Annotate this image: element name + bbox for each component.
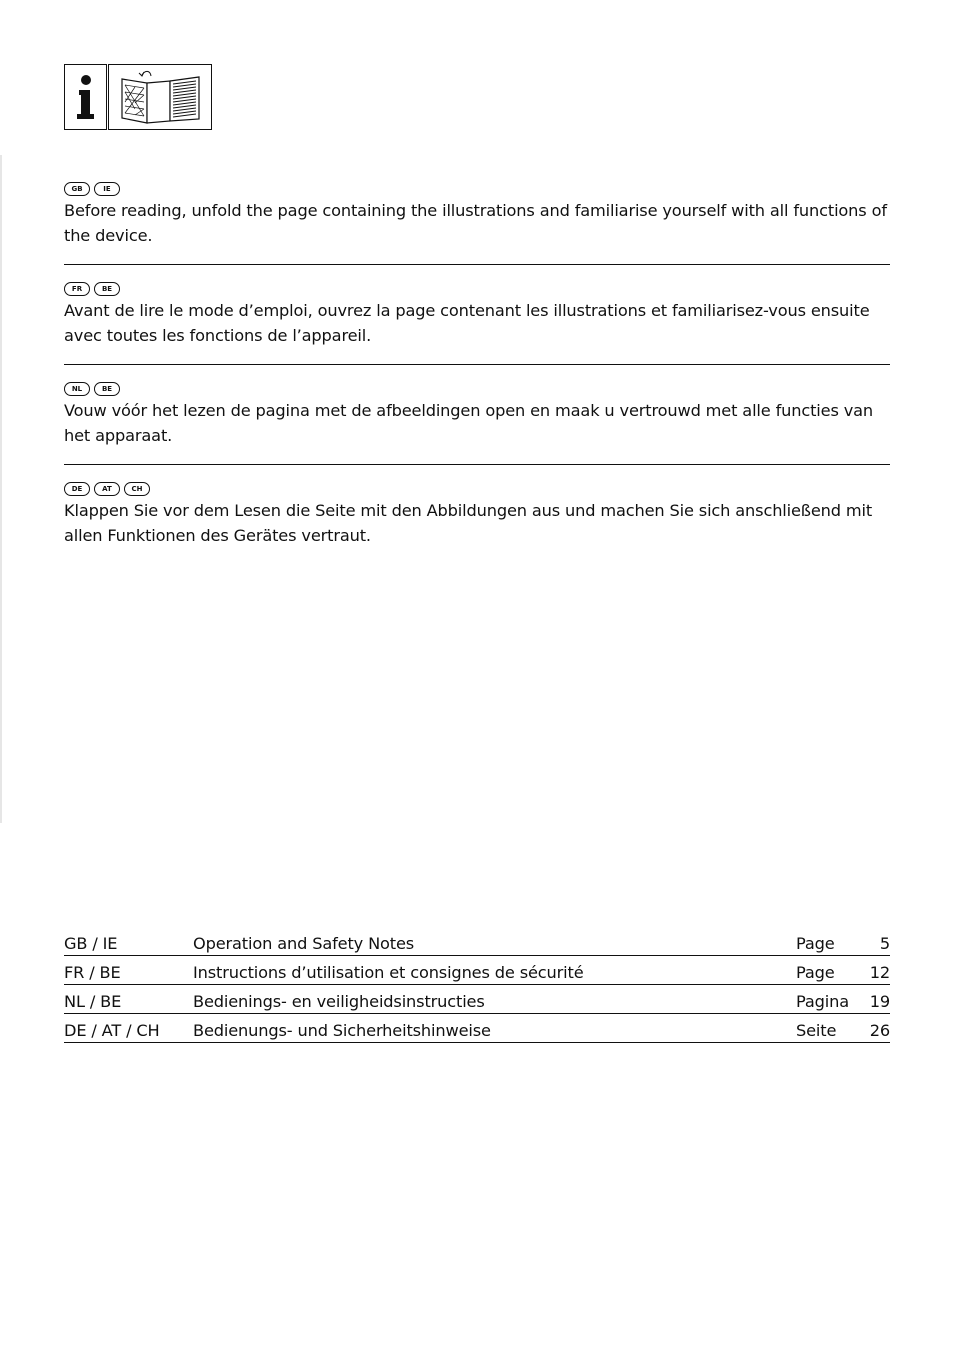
section-divider [64, 364, 890, 365]
language-badge: BE [94, 382, 120, 396]
toc-page-number: 5 [879, 934, 890, 953]
toc-page-number: 12 [869, 963, 890, 982]
toc-row[interactable] [64, 1014, 890, 1043]
language-badge: CH [124, 482, 150, 496]
unfold-page-icon [108, 64, 212, 130]
toc-language-code: NL / BE [64, 992, 122, 1011]
toc-row[interactable] [64, 927, 890, 956]
language-badge: DE [64, 482, 90, 496]
lang-section-nl-be [64, 380, 890, 448]
toc-title: Bedienings- en veiligheidsinstructies [193, 992, 485, 1011]
toc-page-label: Page [796, 963, 835, 982]
toc-row[interactable] [64, 956, 890, 985]
section-divider [64, 464, 890, 465]
toc-page-label: Seite [796, 1021, 837, 1040]
toc-page-number: 19 [869, 992, 890, 1011]
instruction-text: Avant de lire le mode d’emploi, ouvrez la page contenant les illustrations et familiarisez-vous ensuite avec toutes les fonctions de l’appareil. [64, 301, 870, 345]
toc-title: Operation and Safety Notes [193, 934, 415, 953]
toc-title: Bedienungs- und Sicherheitshinweise [193, 1021, 491, 1040]
lang-section-de-at-ch [64, 480, 890, 548]
toc-page-label: Pagina [796, 992, 850, 1011]
language-badge: IE [94, 182, 120, 196]
language-badge: GB [64, 182, 90, 196]
language-badges [64, 180, 890, 198]
lang-section-fr-be [64, 280, 890, 348]
info-icon [64, 64, 107, 130]
table-of-contents [64, 927, 890, 1043]
toc-page-label: Page [796, 934, 835, 953]
toc-language-code: DE / AT / CH [64, 1021, 160, 1040]
language-badge: BE [94, 282, 120, 296]
section-divider [64, 264, 890, 265]
language-badges [64, 380, 890, 398]
language-badges [64, 480, 890, 498]
lang-section-gb-ie [64, 180, 890, 248]
instruction-text: Before reading, unfold the page containing the illustrations and familiarise yourself with all functions of the device. [64, 201, 887, 245]
language-badge: FR [64, 282, 90, 296]
toc-title: Instructions d’utilisation et consignes de sécurité [193, 963, 584, 982]
instruction-text: Klappen Sie vor dem Lesen die Seite mit den Abbildungen aus und machen Sie sich anschließend mit allen Funktionen des Gerätes vertraut. [64, 501, 873, 545]
language-badges [64, 280, 890, 298]
instruction-text: Vouw vóór het lezen de pagina met de afbeeldingen open en maak u vertrouwd met alle functies van het apparaat. [64, 401, 874, 445]
language-badge: AT [94, 482, 120, 496]
toc-row[interactable] [64, 985, 890, 1014]
page-edge [0, 155, 2, 823]
language-badge: NL [64, 382, 90, 396]
toc-language-code: FR / BE [64, 963, 121, 982]
toc-page-number: 26 [869, 1021, 890, 1040]
toc-language-code: GB / IE [64, 934, 118, 953]
